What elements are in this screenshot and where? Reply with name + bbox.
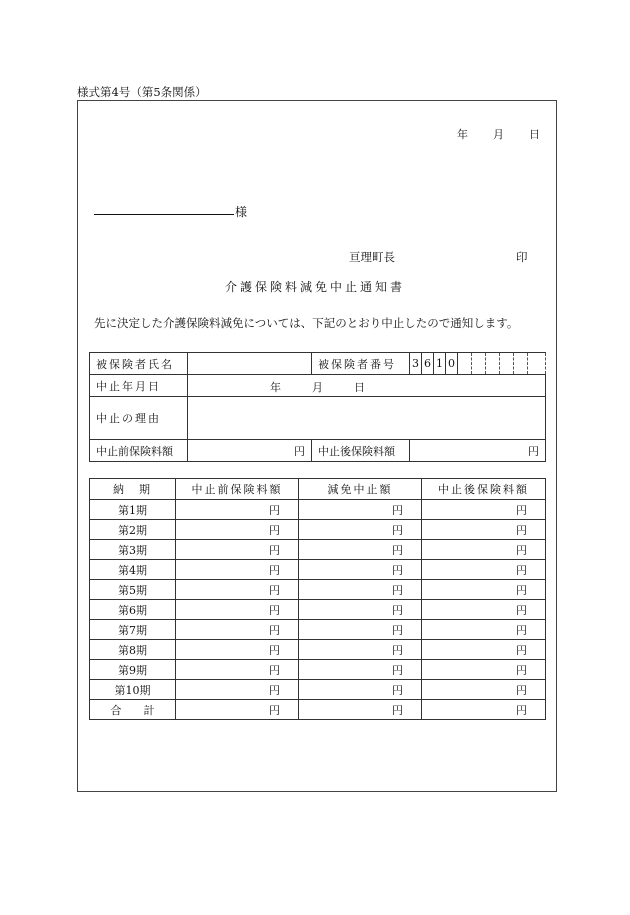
addressee-honorific: 様 bbox=[235, 205, 248, 219]
period-label: 第7期 bbox=[90, 620, 176, 640]
reduction-stop-amount-cell[interactable]: 円 bbox=[299, 500, 422, 520]
date-month-label: 月 bbox=[493, 128, 504, 141]
reduction-stop-amount-cell[interactable]: 円 bbox=[299, 660, 422, 680]
header-period: 納 期 bbox=[90, 479, 176, 500]
before-premium-label: 中止前保険料額 bbox=[90, 440, 188, 462]
stop-reason-field[interactable] bbox=[188, 397, 546, 440]
insured-number-blank[interactable] bbox=[472, 353, 486, 375]
stop-date-field[interactable] bbox=[188, 375, 546, 397]
after-amount-cell[interactable]: 円 bbox=[422, 620, 546, 640]
reduction-stop-amount-cell[interactable]: 円 bbox=[299, 580, 422, 600]
premium-row bbox=[90, 440, 546, 462]
document-title: 介護保険料減免中止通知書 bbox=[224, 280, 405, 294]
after-amount-cell[interactable]: 円 bbox=[422, 640, 546, 660]
reduction-stop-amount-cell[interactable]: 円 bbox=[299, 640, 422, 660]
insured-number-blank[interactable] bbox=[486, 353, 500, 375]
period-row bbox=[90, 600, 546, 620]
period-label: 第2期 bbox=[90, 520, 176, 540]
period-label: 第8期 bbox=[90, 640, 176, 660]
before-amount-cell[interactable]: 円 bbox=[176, 600, 299, 620]
before-amount-cell[interactable]: 円 bbox=[176, 520, 299, 540]
period-row bbox=[90, 640, 546, 660]
stop-date-day: 日 bbox=[354, 381, 365, 394]
period-table-header bbox=[90, 479, 546, 500]
period-row bbox=[90, 680, 546, 700]
period-row bbox=[90, 500, 546, 520]
intro-text: 先に決定した介護保険料減免については、下記のとおり中止したので通知します。 bbox=[94, 316, 519, 330]
reduction-stop-amount-cell[interactable]: 円 bbox=[299, 680, 422, 700]
before-amount-cell[interactable]: 円 bbox=[176, 680, 299, 700]
insured-number-digit: 3 bbox=[410, 353, 422, 375]
after-amount-cell[interactable]: 円 bbox=[422, 540, 546, 560]
after-amount-cell[interactable]: 円 bbox=[422, 500, 546, 520]
yen-unit: 円 bbox=[294, 445, 305, 458]
period-row bbox=[90, 540, 546, 560]
period-row bbox=[90, 580, 546, 600]
stop-date-month: 月 bbox=[312, 381, 323, 394]
form-label: 様式第4号（第5条関係） bbox=[77, 85, 207, 99]
after-amount-cell[interactable]: 円 bbox=[422, 600, 546, 620]
reduction-stop-amount-cell[interactable]: 円 bbox=[299, 600, 422, 620]
insured-number-digit: 1 bbox=[434, 353, 446, 375]
total-row bbox=[90, 700, 546, 720]
period-label: 第4期 bbox=[90, 560, 176, 580]
period-label: 第3期 bbox=[90, 540, 176, 560]
stop-date-label: 中止年月日 bbox=[90, 375, 188, 397]
period-row bbox=[90, 620, 546, 640]
after-amount-cell[interactable]: 円 bbox=[422, 680, 546, 700]
insured-number-blank[interactable] bbox=[528, 353, 546, 375]
after-amount-cell[interactable]: 円 bbox=[422, 560, 546, 580]
total-label: 合 計 bbox=[90, 700, 176, 720]
before-amount-cell[interactable]: 円 bbox=[176, 540, 299, 560]
addressee-line bbox=[94, 214, 234, 215]
insured-number-blank[interactable] bbox=[500, 353, 514, 375]
before-amount-cell[interactable]: 円 bbox=[176, 500, 299, 520]
date-day-label: 日 bbox=[529, 128, 540, 141]
date-year-label: 年 bbox=[457, 128, 468, 141]
period-row bbox=[90, 660, 546, 680]
period-label: 第6期 bbox=[90, 600, 176, 620]
insured-number-blank[interactable] bbox=[514, 353, 528, 375]
insured-name-field[interactable] bbox=[188, 353, 312, 375]
insured-number-digit: 6 bbox=[422, 353, 434, 375]
stop-date-row bbox=[90, 375, 546, 397]
reduction-stop-amount-cell[interactable]: 円 bbox=[299, 520, 422, 540]
after-premium-label: 中止後保険料額 bbox=[312, 440, 410, 462]
reduction-stop-amount-cell[interactable]: 円 bbox=[299, 700, 422, 720]
period-label: 第9期 bbox=[90, 660, 176, 680]
header-reduction-stop: 減免中止額 bbox=[299, 479, 422, 500]
before-amount-cell[interactable]: 円 bbox=[176, 660, 299, 680]
period-table bbox=[89, 478, 546, 720]
header-after: 中止後保険料額 bbox=[422, 479, 546, 500]
after-amount-cell[interactable]: 円 bbox=[422, 520, 546, 540]
period-row bbox=[90, 560, 546, 580]
stop-reason-label: 中止の理由 bbox=[90, 397, 188, 440]
before-amount-cell[interactable]: 円 bbox=[176, 640, 299, 660]
issuer-name: 亘理町長 bbox=[349, 250, 395, 264]
insured-number-label: 被保険者番号 bbox=[312, 353, 410, 375]
insured-number-blank[interactable] bbox=[458, 353, 472, 375]
reduction-stop-amount-cell[interactable]: 円 bbox=[299, 620, 422, 640]
header-before: 中止前保険料額 bbox=[176, 479, 299, 500]
reduction-stop-amount-cell[interactable]: 円 bbox=[299, 560, 422, 580]
yen-unit: 円 bbox=[528, 445, 539, 458]
stop-reason-row bbox=[90, 397, 546, 440]
insured-info-table bbox=[89, 352, 546, 462]
after-amount-cell[interactable]: 円 bbox=[422, 700, 546, 720]
before-premium-field[interactable] bbox=[188, 440, 312, 462]
after-premium-field[interactable] bbox=[410, 440, 546, 462]
insured-number-digit: 0 bbox=[446, 353, 458, 375]
insured-row-1 bbox=[90, 353, 546, 375]
period-label: 第5期 bbox=[90, 580, 176, 600]
period-row bbox=[90, 520, 546, 540]
period-label: 第10期 bbox=[90, 680, 176, 700]
period-label: 第1期 bbox=[90, 500, 176, 520]
before-amount-cell[interactable]: 円 bbox=[176, 580, 299, 600]
before-amount-cell[interactable]: 円 bbox=[176, 700, 299, 720]
stop-date-year: 年 bbox=[270, 381, 281, 394]
seal-mark: 印 bbox=[516, 250, 528, 264]
insured-name-label: 被保険者氏名 bbox=[90, 353, 188, 375]
after-amount-cell[interactable]: 円 bbox=[422, 660, 546, 680]
after-amount-cell[interactable]: 円 bbox=[422, 580, 546, 600]
before-amount-cell[interactable]: 円 bbox=[176, 620, 299, 640]
before-amount-cell[interactable]: 円 bbox=[176, 560, 299, 580]
reduction-stop-amount-cell[interactable]: 円 bbox=[299, 540, 422, 560]
